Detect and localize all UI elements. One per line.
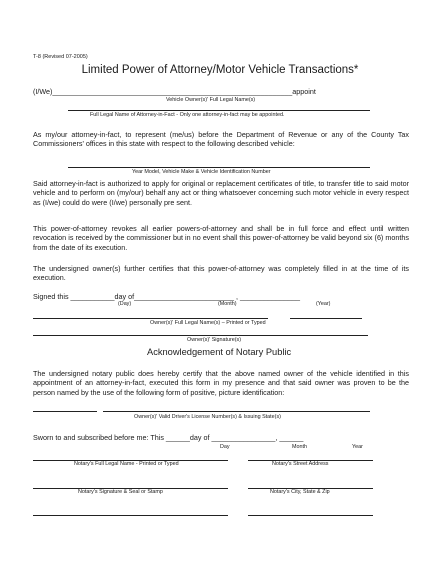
sworn-day-caption: Day <box>220 444 230 450</box>
notary-city-caption: Notary's City, State & Zip <box>270 489 330 495</box>
attorney-name-caption: Full Legal Name of Attorney-in-Fact - Only one attorney-in-fact may be appointed. <box>90 112 285 118</box>
owner-signature-caption: Owner(s)' Signature(s) <box>187 337 242 343</box>
notary-signature-caption: Notary's Signature & Seal or Stamp <box>78 489 163 495</box>
license-field-2[interactable] <box>103 411 370 412</box>
paragraph-representation: As my/our attorney-in-fact, to represent (me/us) before the Department of Revenue or any of the County Tax Commissioners' offices in this state with respect to the following described vehicle: <box>33 130 409 149</box>
page-title: Limited Power of Attorney/Motor Vehicle Transactions* <box>81 64 359 76</box>
owner-name-caption: Vehicle Owner(s)' Full Legal Name(s) <box>166 97 256 103</box>
notary-heading: Acknowledgement of Notary Public <box>147 347 292 357</box>
owner-printed-name-caption: Owner(s)' Full Legal Name(s) – Printed or Typed <box>150 320 266 326</box>
owner-name-line[interactable]: (I/We)____________________________________________________________appoint <box>33 87 316 96</box>
owner-signature-field[interactable] <box>33 335 368 336</box>
owner-printed-name-field[interactable] <box>33 318 268 319</box>
signed-year-caption: (Year) <box>316 301 331 307</box>
paragraph-revocation: This power-of-attorney revokes all earlier powers-of-attorney and shall be in full force and effect until written revocation is received by the commissioner but in no event shall this power-of-attorney be valid beyond six (6) months from the date of its execution. <box>33 224 409 252</box>
sworn-month-caption: Month <box>292 444 307 450</box>
license-caption: Owner(s)' Valid Driver's License Number(s) & Issuing State(s) <box>134 414 281 420</box>
paragraph-authorization: Said attorney-in-fact is authorized to apply for original or replacement certificates of title, to transfer title to said motor vehicle and to perform on (my/our) behalf any act or thing whatsoever concerning such motor vehicle in every respect as (I/we) could do were (I/we) personally pre sent. <box>33 179 409 207</box>
signed-month-caption: (Month) <box>218 301 237 307</box>
signed-date-line[interactable]: Signed this ___________day of_________________________ , _______________ <box>33 292 300 301</box>
vehicle-info-caption: Year Model, Vehicle Make & Vehicle Identification Number <box>132 169 271 175</box>
sworn-date-line[interactable]: Sworn to and subscribed before me: This ______day of ________________, ______ <box>33 433 304 442</box>
notary-street-caption: Notary's Street Address <box>272 461 329 467</box>
vehicle-info-field[interactable] <box>68 167 370 168</box>
license-field-1[interactable] <box>33 411 97 412</box>
notary-name-caption: Notary's Full Legal Name - Printed or Typed <box>74 461 179 467</box>
sworn-year-caption: Year <box>352 444 363 450</box>
notary-extra-field-2[interactable] <box>248 515 373 516</box>
attorney-name-field[interactable] <box>68 110 370 111</box>
signed-day-caption: (Day) <box>118 301 132 307</box>
paragraph-certification: The undersigned owner(s) further certifies that this power-of-attorney was completely filled in at the time of its execution. <box>33 264 409 283</box>
owner-printed-name-field-2[interactable] <box>290 318 362 319</box>
paragraph-notary-certification: The undersigned notary public does hereby certify that the above named owner of the vehicle identified in this appointment of an attorney-in-fact, executed this form in my presence and that said owner was proven to be the person named by the use of the following form of positive, picture identification: <box>33 369 409 397</box>
notary-extra-field-1[interactable] <box>33 515 228 516</box>
form-id: T-8 (Revised 07-2005) <box>33 54 88 60</box>
